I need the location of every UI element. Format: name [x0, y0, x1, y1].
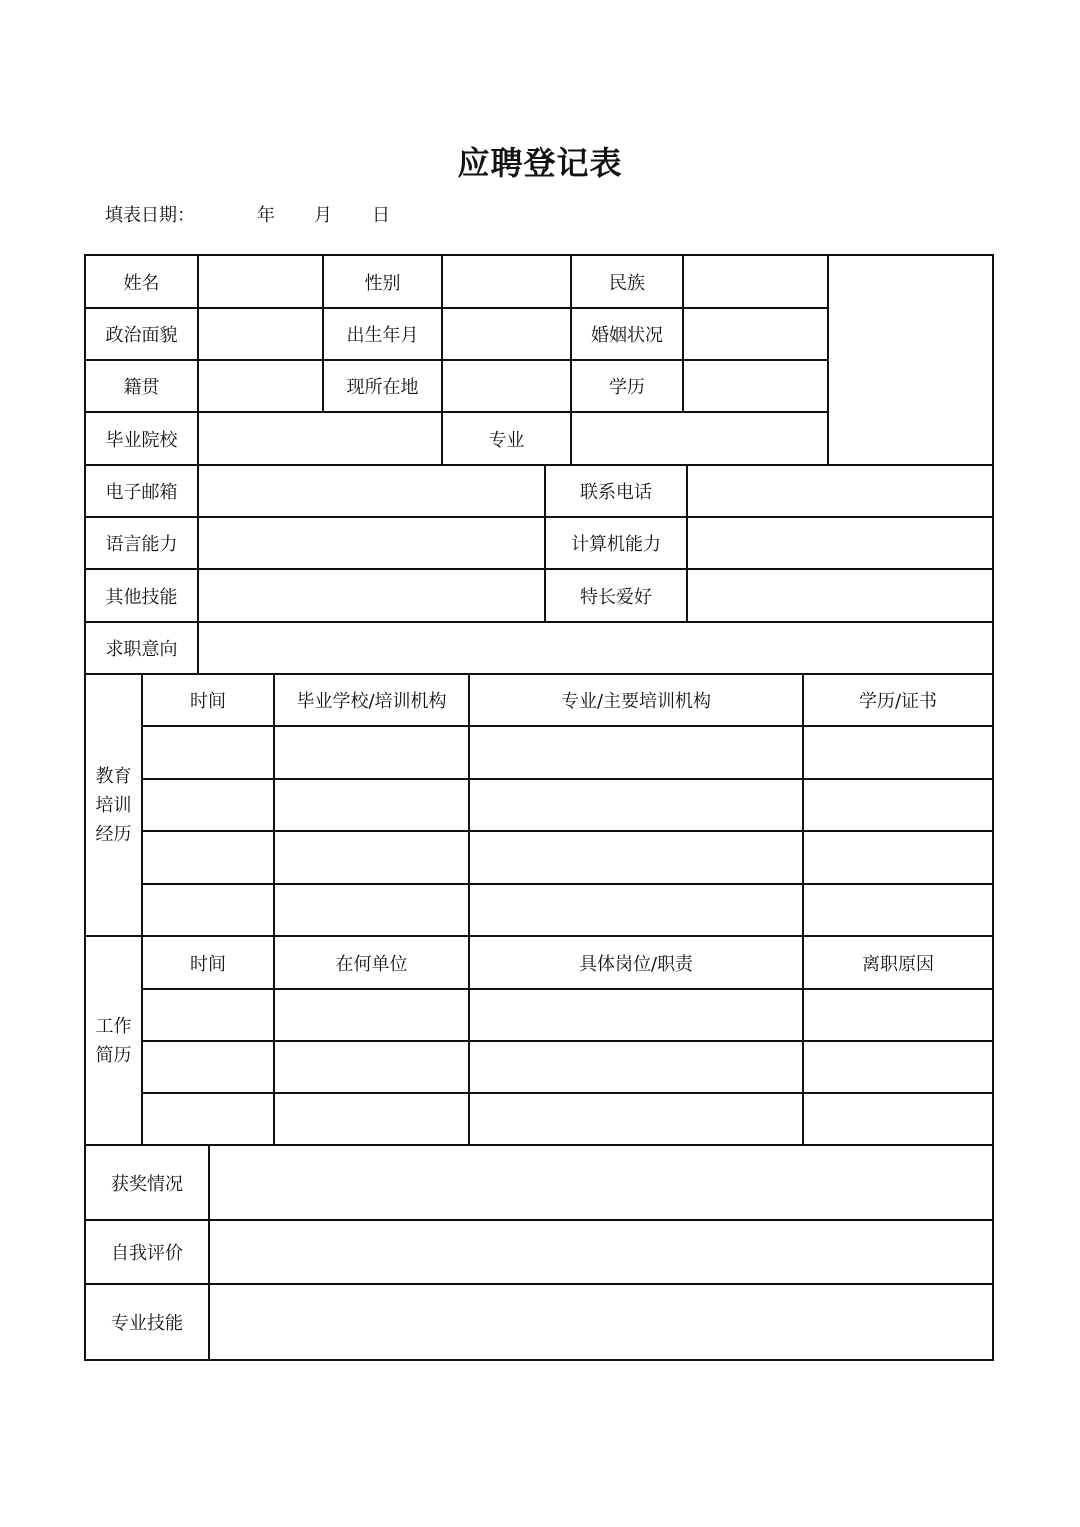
edu-school-cell[interactable] — [275, 780, 468, 830]
major-field[interactable] — [572, 413, 827, 464]
email-field[interactable] — [199, 466, 544, 516]
education-level-field[interactable] — [684, 361, 827, 411]
name-field[interactable] — [199, 256, 322, 307]
birth-date-field[interactable] — [443, 309, 570, 359]
header-edu-school: 毕业学校/培训机构 — [296, 691, 447, 712]
awards-field[interactable] — [210, 1146, 992, 1219]
edu-major-cell[interactable] — [470, 727, 802, 778]
work-position-cell[interactable] — [470, 1042, 802, 1092]
self-evaluation-field[interactable] — [210, 1221, 992, 1283]
ethnicity-field[interactable] — [684, 256, 827, 307]
work-time-cell[interactable] — [143, 1094, 273, 1144]
work-time-cell[interactable] — [143, 1042, 273, 1092]
label-computer: 计算机能力 — [571, 534, 661, 555]
work-position-cell[interactable] — [470, 990, 802, 1040]
edu-degree-cell[interactable] — [804, 885, 992, 935]
fill-date-day: 日 — [372, 205, 390, 226]
fill-date-label: 填表日期： — [105, 205, 195, 226]
label-major: 专业 — [488, 429, 525, 451]
form-border-bottom — [84, 1359, 994, 1361]
work-leaving-reason-cell[interactable] — [804, 1042, 992, 1092]
label-current-location: 现所在地 — [346, 377, 419, 398]
header-work-leaving-reason: 离职原因 — [862, 953, 934, 975]
language-field[interactable] — [199, 518, 544, 568]
label-other-skills: 其他技能 — [105, 586, 178, 608]
edu-school-cell[interactable] — [275, 885, 468, 935]
work-company-cell[interactable] — [275, 1042, 468, 1092]
edu-time-cell[interactable] — [143, 727, 273, 778]
phone-field[interactable] — [688, 466, 992, 516]
label-hobbies: 特长爱好 — [580, 586, 652, 608]
edu-degree-cell[interactable] — [804, 780, 992, 830]
edu-time-cell[interactable] — [143, 832, 273, 883]
work-company-cell[interactable] — [275, 990, 468, 1040]
work-position-cell[interactable] — [470, 1094, 802, 1144]
label-email: 电子邮箱 — [105, 482, 178, 503]
label-education-level: 学历 — [609, 377, 645, 398]
label-marital-status: 婚姻状况 — [591, 325, 663, 346]
edu-major-cell[interactable] — [470, 832, 802, 883]
header-work-position: 具体岗位/职责 — [578, 953, 694, 975]
label-education-line: 教育 — [95, 765, 132, 787]
current-location-field[interactable] — [443, 361, 570, 411]
edu-degree-cell[interactable] — [804, 727, 992, 778]
fill-date-year: 年 — [257, 205, 275, 226]
label-education-line: 培训 — [95, 794, 132, 816]
form-border-right — [992, 254, 994, 1361]
edu-time-cell[interactable] — [143, 885, 273, 935]
professional-skills-field[interactable] — [210, 1285, 992, 1359]
label-work-section — [86, 937, 141, 1144]
label-native-place: 籍贯 — [123, 377, 160, 398]
photo-box[interactable] — [829, 256, 992, 464]
label-phone: 联系电话 — [580, 482, 652, 503]
label-education-section — [86, 675, 141, 935]
hobbies-field[interactable] — [688, 570, 992, 621]
label-language: 语言能力 — [105, 534, 178, 555]
label-education-line: 经历 — [95, 823, 132, 845]
native-place-field[interactable] — [199, 361, 322, 411]
edu-degree-cell[interactable] — [804, 832, 992, 883]
label-name: 姓名 — [123, 272, 160, 294]
label-awards: 获奖情况 — [111, 1173, 183, 1195]
label-self-evaluation: 自我评价 — [111, 1243, 183, 1264]
edu-time-cell[interactable] — [143, 780, 273, 830]
political-status-field[interactable] — [199, 309, 322, 359]
job-intention-field[interactable] — [199, 623, 992, 673]
work-time-cell[interactable] — [143, 990, 273, 1040]
header-edu-degree: 学历/证书 — [858, 691, 938, 712]
label-ethnicity: 民族 — [609, 272, 645, 294]
work-company-cell[interactable] — [275, 1094, 468, 1144]
work-leaving-reason-cell[interactable] — [804, 990, 992, 1040]
marital-status-field[interactable] — [684, 309, 827, 359]
label-birth-date: 出生年月 — [346, 325, 419, 346]
edu-major-cell[interactable] — [470, 780, 802, 830]
school-field[interactable] — [199, 413, 441, 464]
label-professional-skills: 专业技能 — [111, 1313, 183, 1334]
work-leaving-reason-cell[interactable] — [804, 1094, 992, 1144]
label-political-status: 政治面貌 — [105, 325, 178, 346]
label-gender: 性别 — [364, 272, 401, 294]
fill-date-month: 月 — [314, 205, 332, 226]
edu-school-cell[interactable] — [275, 727, 468, 778]
label-work-line: 工作 — [95, 1015, 132, 1037]
other-skills-field[interactable] — [199, 570, 544, 621]
form-title: 应聘登记表 — [457, 144, 623, 182]
header-edu-major: 专业/主要培训机构 — [560, 691, 712, 712]
header-work-time: 时间 — [190, 953, 226, 975]
gender-field[interactable] — [443, 256, 570, 307]
label-school: 毕业院校 — [105, 429, 178, 451]
computer-field[interactable] — [688, 518, 992, 568]
edu-school-cell[interactable] — [275, 832, 468, 883]
header-work-company: 在何单位 — [335, 953, 408, 975]
label-work-line: 简历 — [95, 1044, 132, 1066]
label-job-intention: 求职意向 — [105, 639, 178, 660]
edu-major-cell[interactable] — [470, 885, 802, 935]
header-edu-time: 时间 — [190, 691, 226, 712]
